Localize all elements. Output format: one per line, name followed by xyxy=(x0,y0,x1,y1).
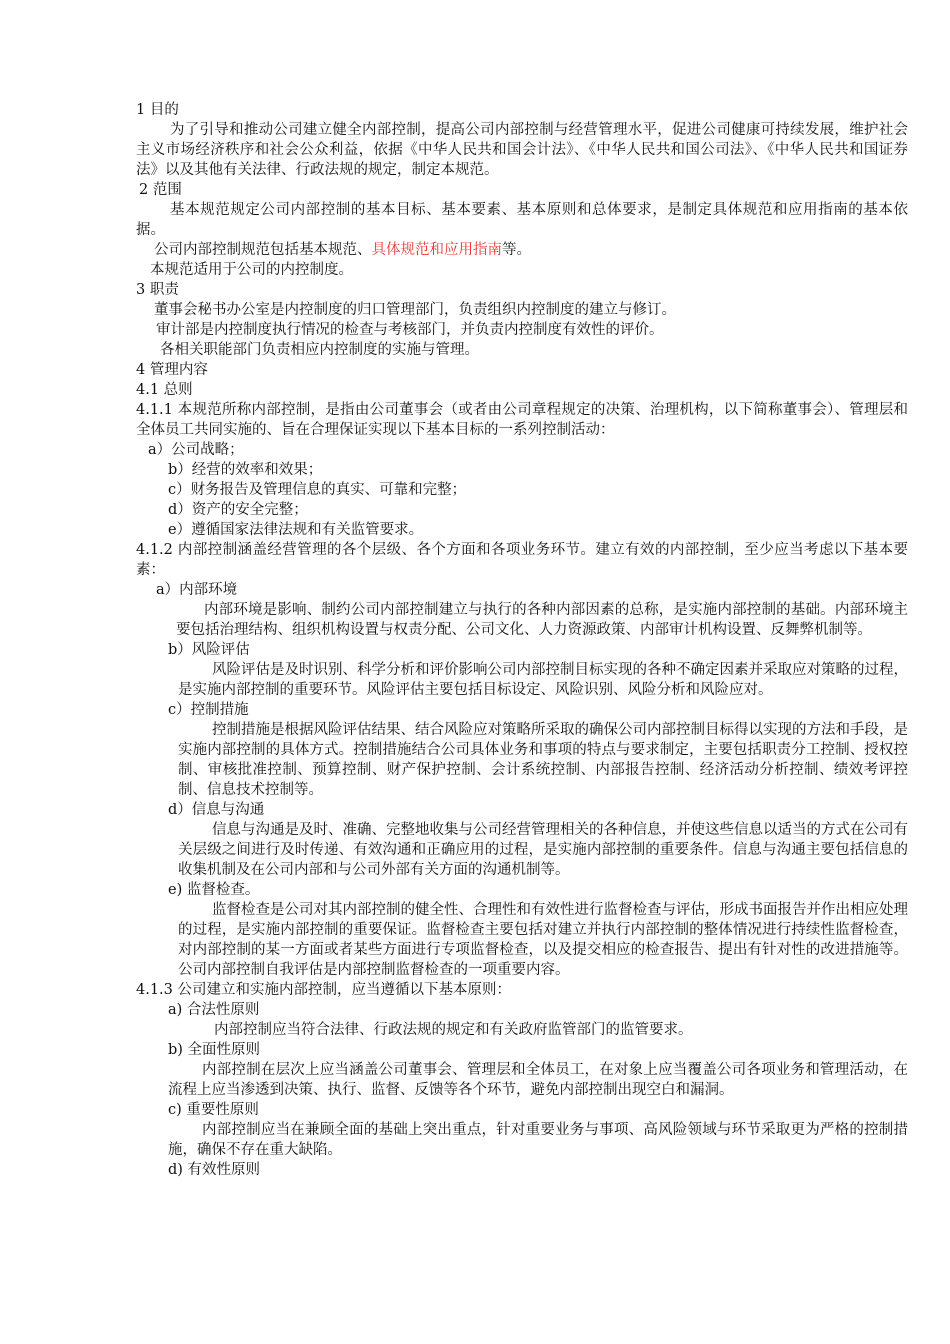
clause-4-1-2: 4.1.2 内部控制涵盖经营管理的各个层级、各个方面和各项业务环节。建立有效的内部控制，至少应当考虑以下基本要素： xyxy=(136,542,908,578)
section-1-heading: 1 目的 xyxy=(136,102,179,118)
element-b-title: b）风险评估 xyxy=(168,642,250,658)
element-a-title: a）内部环境 xyxy=(156,582,238,598)
section-2-paragraph-1: 基本规范规定公司内部控制的基本目标、基本要素、基本原则和总体要求，是制定具体规范和应用指南的基本依据。 xyxy=(136,202,908,238)
section-3-heading: 3 职责 xyxy=(136,282,179,298)
element-c-body: 控制措施是根据风险评估结果、结合风险应对策略所采取的确保公司内部控制目标得以实现的方法和手段，是实施内部控制的具体方式。控制措施结合公司具体业务和事项的特点与要求制定，主要包括职责分工控制、授权控制、审核批准控制、预算控制、财产保护控制、会计系统控制、内部报告控制、经济活动分析控制、绩效考评控制、信息技术控制等。 xyxy=(178,722,908,798)
principle-b-title: b) 全面性原则 xyxy=(168,1042,261,1058)
section-4-heading: 4 管理内容 xyxy=(136,362,208,378)
element-d-body: 信息与沟通是及时、准确、完整地收集与公司经营管理相关的各种信息，并使这些信息以适当的方式在公司有关层级之间进行及时传递、有效沟通和正确应用的过程，是实施内部控制的重要条件。信息与沟通主要包括信息的收集机制及在公司内部和与公司外部有关方面的沟通机制等。 xyxy=(178,822,908,878)
element-d-title: d）信息与沟通 xyxy=(168,802,265,818)
clause-4-1-3: 4.1.3 公司建立和实施内部控制，应当遵循以下基本原则： xyxy=(136,982,512,998)
section-4-1-heading: 4.1 总则 xyxy=(136,382,193,398)
section-3-paragraph-3: 各相关职能部门负责相应内控制度的实施与管理。 xyxy=(160,342,479,358)
element-a-body: 内部环境是影响、制约公司内部控制建立与执行的各种内部因素的总称，是实施内部控制的基础。内部环境主要包括治理结构、组织机构设置与权责分配、公司文化、人力资源政策、内部审计机构设置、反舞弊机制等。 xyxy=(176,602,908,638)
document-body xyxy=(136,100,908,1180)
principle-b-body: 内部控制在层次上应当涵盖公司董事会、管理层和全体员工，在对象上应当覆盖公司各项业务和管理活动，在流程上应当渗透到决策、执行、监督、反馈等各个环节，避免内部控制出现空白和漏洞。 xyxy=(168,1062,908,1098)
element-b-body: 风险评估是及时识别、科学分析和评价影响公司内部控制目标实现的各种不确定因素并采取应对策略的过程，是实施内部控制的重要环节。风险评估主要包括目标设定、风险识别、风险分析和风险应对。 xyxy=(178,662,908,698)
element-c-title: c）控制措施 xyxy=(168,702,249,718)
list-item: e）遵循国家法律法规和有关监管要求。 xyxy=(168,522,424,538)
section-1-paragraph: 为了引导和推动公司建立健全内部控制，提高公司内部控制与经营管理水平，促进公司健康可持续发展，维护社会主义市场经济秩序和社会公众利益，依据《中华人民共和国会计法》、《中华人民共和国公司法》、《中华人民共和国证券法》以及其他有关法律、行政法规的规定，制定本规范。 xyxy=(136,122,908,178)
section-3-paragraph-1: 董事会秘书办公室是内控制度的归口管理部门，负责组织内控制度的建立与修订。 xyxy=(154,302,676,318)
principle-c-title: c) 重要性原则 xyxy=(168,1102,259,1118)
principle-a-title: a) 合法性原则 xyxy=(168,1002,260,1018)
element-e-body: 监督检查是公司对其内部控制的健全性、合理性和有效性进行监督检查与评估，形成书面报告并作出相应处理的过程，是实施内部控制的重要保证。监督检查主要包括对建立并执行内部控制的整体情况进行持续性监督检查，对内部控制的某一方面或者某些方面进行专项监督检查，以及提交相应的检查报告、提出有针对性的改进措施等。公司内部控制自我评估是内部控制监督检查的一项重要内容。 xyxy=(178,902,908,978)
element-e-title: e) 监督检查。 xyxy=(168,882,260,898)
section-2-text-b: 等。 xyxy=(502,242,531,258)
section-2-text-a: 公司内部控制规范包括基本规范、 xyxy=(154,242,372,258)
principle-a-body: 内部控制应当符合法律、行政法规的规定和有关政府监管部门的监管要求。 xyxy=(214,1022,693,1038)
highlighted-text: 具体规范和应用指南 xyxy=(371,242,502,258)
list-item: d）资产的安全完整； xyxy=(168,502,308,518)
list-item: a）公司战略； xyxy=(148,442,244,458)
section-2-paragraph-3: 本规范适用于公司的内控制度。 xyxy=(150,262,353,278)
list-item: c）财务报告及管理信息的真实、可靠和完整； xyxy=(168,482,467,498)
principle-d-title: d) 有效性原则 xyxy=(168,1162,261,1178)
list-item: b）经营的效率和效果； xyxy=(168,462,323,478)
clause-4-1-1: 4.1.1 本规范所称内部控制，是指由公司董事会（或者由公司章程规定的决策、治理机构，以下简称董事会）、管理层和全体员工共同实施的、旨在合理保证实现以下基本目标的一系列控制活动： xyxy=(136,402,908,438)
section-3-paragraph-2: 审计部是内控制度执行情况的检查与考核部门，并负责内控制度有效性的评价。 xyxy=(156,322,664,338)
principle-c-body: 内部控制应当在兼顾全面的基础上突出重点，针对重要业务与事项、高风险领域与环节采取更为严格的控制措施，确保不存在重大缺陷。 xyxy=(168,1122,908,1158)
section-2-paragraph-2 xyxy=(136,240,908,260)
section-2-heading: 2 范围 xyxy=(139,182,182,198)
